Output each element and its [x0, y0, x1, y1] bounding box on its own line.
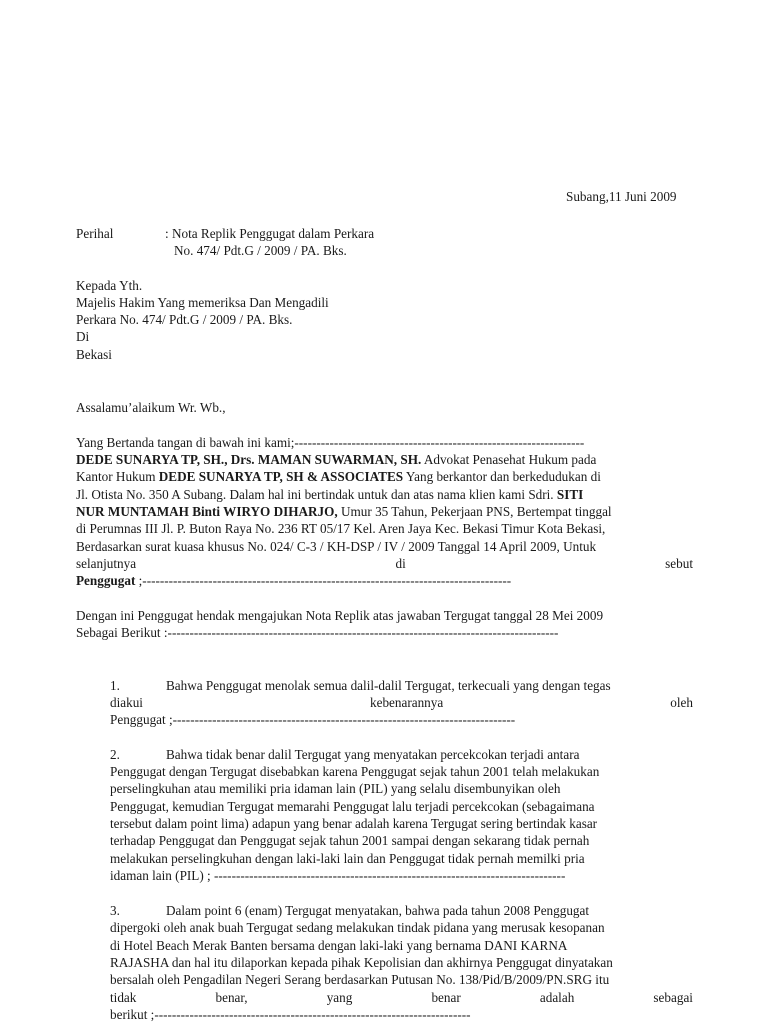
- penggugat-term: Penggugat: [76, 573, 136, 588]
- point-2-line-8: idaman lain (PIL) ; --------------------------------------------------------------------------------: [110, 868, 566, 883]
- point-1-number: 1.: [110, 678, 120, 693]
- point-1-line-3: Penggugat ;------------------------------------------------------------------------------: [110, 712, 516, 727]
- intro-line-6: di Perumnas III Jl. P. Buton Raya No. 236 RT 05/17 Kel. Aren Jaya Kec. Bekasi Timur Kota Bekasi,: [76, 521, 606, 536]
- point-3-line-1: Dalam point 6 (enam) Tergugat menyatakan, bahwa pada tahun 2008 Penggugat: [166, 903, 590, 918]
- point-3-line-5: bersalah oleh Pengadilan Negeri Serang berdasarkan Putusan No. 138/Pid/B/2009/PN.SRG itu: [110, 972, 610, 987]
- point-3-line-4: RAJASHA dan hal itu dilaporkan kepada pihak Kepolisian dan akhirnya Penggugat dinyatakan: [110, 955, 613, 970]
- intro-line-2: DEDE SUNARYA TP, SH., Drs. MAMAN SUWARMAN, SH. Advokat Penasehat Hukum pada: [76, 452, 597, 467]
- place-date: Subang,11 Juni 2009: [566, 189, 677, 204]
- addressee-line-2: Majelis Hakim Yang memeriksa Dan Mengadili: [76, 295, 329, 310]
- perihal-label: Perihal: [76, 226, 114, 241]
- intro-line-5: NUR MUNTAMAH Binti WIRYO DIHARJO, Umur 35 Tahun, Pekerjaan PNS, Bertempat tinggal: [76, 504, 612, 519]
- point-3-line-6: tidak benar, yang benar adalah sebagai: [110, 990, 693, 1005]
- intro-line-7: Berdasarkan surat kuasa khusus No. 024/ C-3 / KH-DSP / IV / 2009 Tanggal 14 April 2009, Untuk: [76, 539, 597, 554]
- point-3-line-7: berikut ;------------------------------------------------------------------------: [110, 1007, 471, 1022]
- addressee-line-5: Bekasi: [76, 347, 112, 362]
- statement-line-2: Sebagai Berikut :-----------------------------------------------------------------------------------------: [76, 625, 559, 640]
- addressee-line-1: Kepada Yth.: [76, 278, 143, 293]
- perihal-line-1: : Nota Replik Penggugat dalam Perkara: [165, 226, 375, 241]
- law-office-name: DEDE SUNARYA TP, SH & ASSOCIATES: [158, 469, 404, 484]
- point-3-number: 3.: [110, 903, 120, 918]
- perihal-line-2: No. 474/ Pdt.G / 2009 / PA. Bks.: [174, 243, 347, 258]
- point-2-line-3: perselingkuhan atau memiliki pria idaman lain (PIL) yang selalu disembunyikan oleh: [110, 781, 561, 796]
- intro-line-9: Penggugat ;------------------------------------------------------------------------------------: [76, 573, 512, 588]
- addressee-line-4: Di: [76, 329, 90, 344]
- point-3-line-3: di Hotel Beach Merak Banten bersama dengan laki-laki yang bernama DANI KARNA: [110, 938, 568, 953]
- client-name-part-1: SITI: [556, 487, 584, 502]
- point-2-line-4: Penggugat, kemudian Tergugat memarahi Penggugat lalu terjadi percekcokan (sebagaimana: [110, 799, 595, 814]
- greeting: Assalamu’alaikum Wr. Wb.,: [76, 400, 226, 415]
- point-2-line-2: Penggugat dengan Tergugat disebabkan karena Penggugat sejak tahun 2001 telah melakukan: [110, 764, 600, 779]
- client-name-part-2: NUR MUNTAMAH Binti WIRYO DIHARJO,: [76, 504, 338, 519]
- intro-line-3: Kantor Hukum DEDE SUNARYA TP, SH & ASSOCIATES Yang berkantor dan berkedudukan di: [76, 469, 601, 484]
- point-2-line-6: terhadap Penggugat dan Penggugat sejak tahun 2001 sampai dengan sekarang tidak pernah: [110, 833, 590, 848]
- intro-line-1: Yang Bertanda tangan di bawah ini kami;------------------------------------------------------------------: [76, 435, 585, 450]
- point-2-number: 2.: [110, 747, 120, 762]
- addressee-line-3: Perkara No. 474/ Pdt.G / 2009 / PA. Bks.: [76, 312, 293, 327]
- point-2-line-7: melakukan perselingkuhan dengan laki-laki lain dan Penggugat tidak pernah memilki pria: [110, 851, 585, 866]
- point-3-line-2: dipergoki oleh anak buah Tergugat sedang melakukan tindak pidana yang merusak kesopanan: [110, 920, 605, 935]
- point-1-line-2: diakui kebenarannya oleh: [110, 695, 693, 710]
- point-1-line-1: Bahwa Penggugat menolak semua dalil-dalil Tergugat, terkecuali yang dengan tegas: [166, 678, 611, 693]
- point-2-line-1: Bahwa tidak benar dalil Tergugat yang menyatakan percekcokan terjadi antara: [166, 747, 580, 762]
- advocate-names: DEDE SUNARYA TP, SH., Drs. MAMAN SUWARMAN, SH.: [76, 452, 422, 467]
- point-2-line-5: tersebut dalam point lima) adapun yang benar adalah karena Tergugat sering bertindak kasar: [110, 816, 598, 831]
- statement-line-1: Dengan ini Penggugat hendak mengajukan Nota Replik atas jawaban Tergugat tanggal 28 Mei 2009: [76, 608, 604, 623]
- intro-line-8: selanjutnya di sebut: [76, 556, 693, 571]
- intro-line-4: Jl. Otista No. 350 A Subang. Dalam hal ini bertindak untuk dan atas nama klien kami Sdri. SITI: [76, 487, 584, 502]
